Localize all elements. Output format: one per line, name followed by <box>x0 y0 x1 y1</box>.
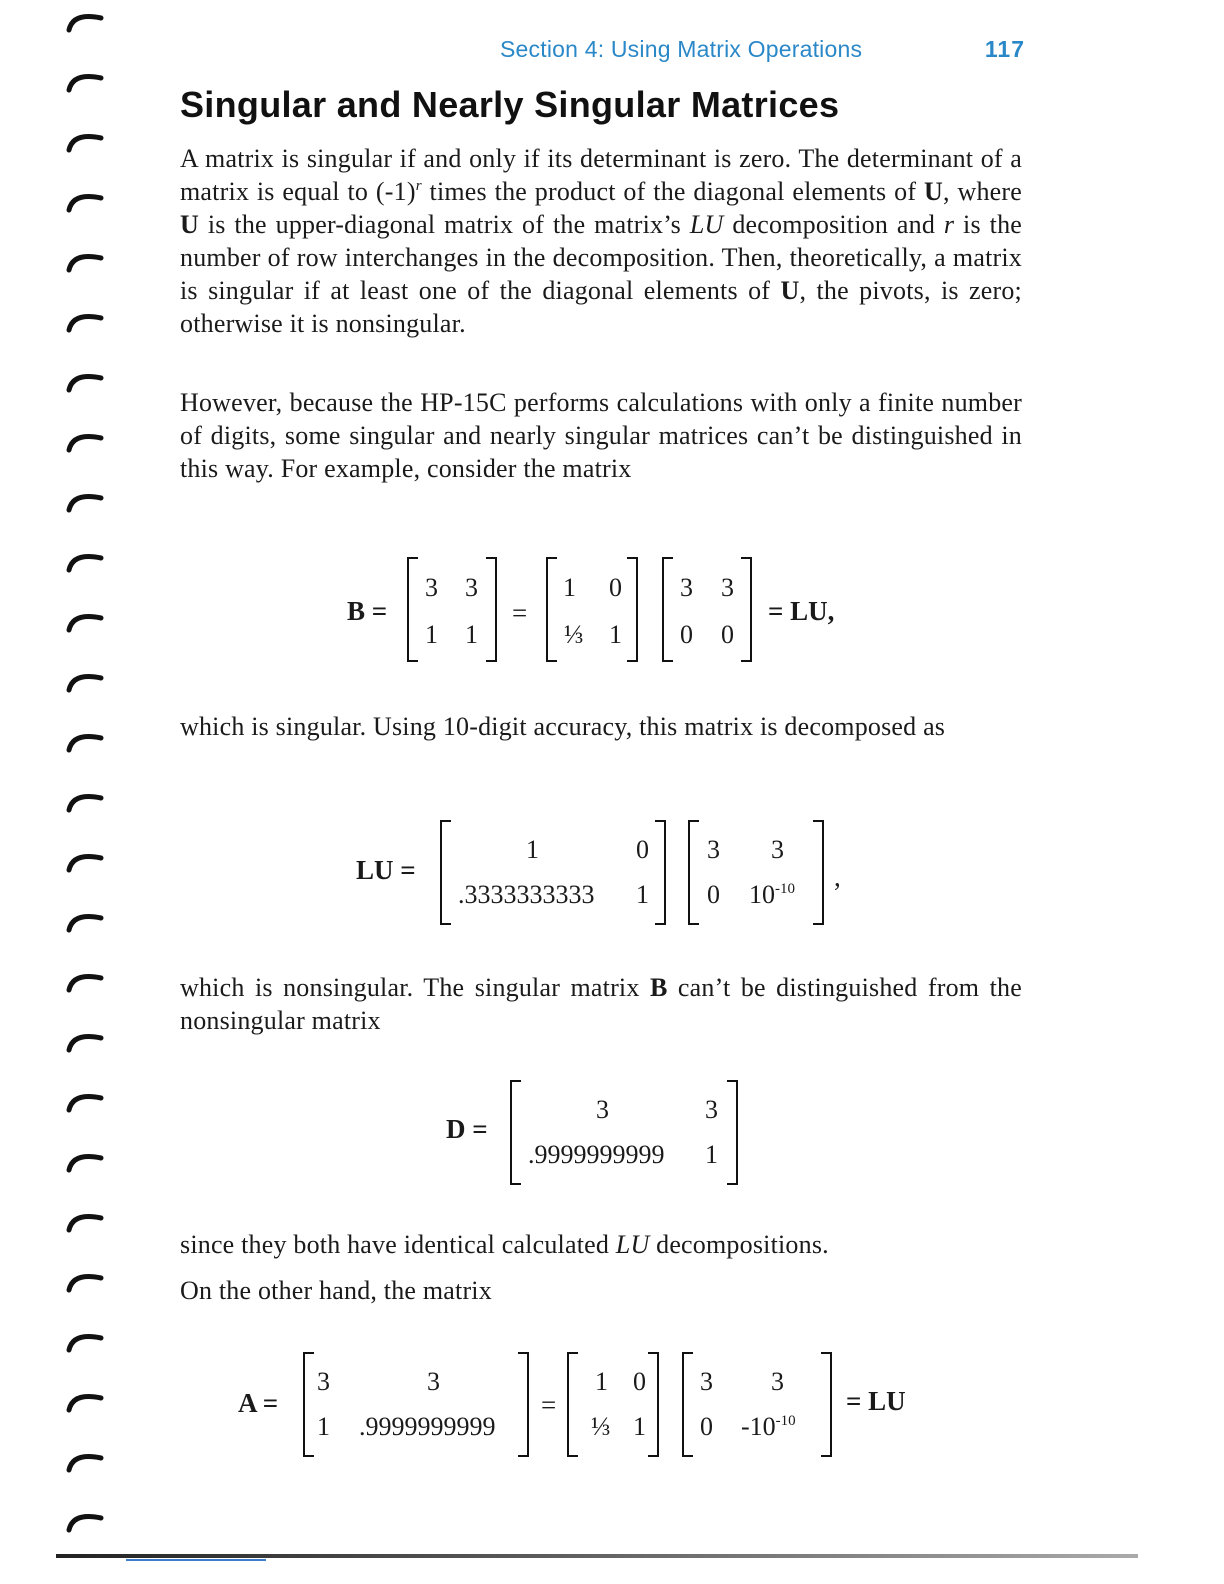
matrix-cell: 1 <box>705 1140 718 1169</box>
matrix-cell: ⅓ <box>564 620 584 649</box>
matrix-cell: 3 <box>700 1367 713 1396</box>
matrix-cell: 0 <box>633 1367 646 1396</box>
matrix-a <box>303 1352 529 1457</box>
spiral-binding <box>55 0 115 1540</box>
matrix-label-a: A = <box>238 1388 279 1418</box>
page-number: 117 <box>984 36 1025 62</box>
matrix-l <box>567 1352 659 1457</box>
section-title: Section 4: Using Matrix Operations <box>500 36 863 62</box>
paragraph-decomposed: which is singular. Using 10-digit accuracy, this matrix is decomposed as <box>180 712 946 741</box>
matrix-label-lu: LU = <box>356 855 416 885</box>
matrix-cell: 1 <box>595 1367 608 1396</box>
matrix-cell: 3 <box>771 835 784 864</box>
matrix-u <box>682 1352 832 1457</box>
matrix-cell: 3 <box>596 1095 609 1124</box>
matrix-cell: 3 <box>427 1367 440 1396</box>
matrix-cell: 1 <box>633 1412 646 1441</box>
matrix-cell: 1 <box>465 620 478 649</box>
matrix-cell: 1 <box>425 620 438 649</box>
matrix-cell: 1 <box>563 573 576 602</box>
running-header <box>500 36 1025 70</box>
paragraph-finite-digits: However, because the HP-15C performs calculations with only a finite number of digits, some singular and nearly singular matrices can’t be distinguished in this way. For example, consider the matrix <box>180 388 1022 483</box>
matrix-cell: 3 <box>465 573 478 602</box>
equals-sign: = <box>512 598 528 628</box>
matrix-u-computed <box>688 820 824 925</box>
matrix-cell: 1 <box>609 620 622 649</box>
equals-lu: = LU <box>846 1386 906 1416</box>
matrix-b <box>407 557 497 662</box>
matrix-u <box>662 557 752 662</box>
matrix-cell: 3 <box>680 573 693 602</box>
matrix-cell: 3 <box>707 835 720 864</box>
matrix-cell: 3 <box>317 1367 330 1396</box>
paragraph-other-hand: On the other hand, the matrix <box>180 1276 492 1305</box>
paragraph-nonsingular: which is nonsingular. The singular matrix B can’t be distinguished from the nonsingular matrix <box>180 973 1022 1035</box>
matrix-cell: 0 <box>700 1412 713 1441</box>
matrix-cell: 0 <box>680 620 693 649</box>
matrix-cell: 0 <box>721 620 734 649</box>
matrix-cell: .3333333333 <box>458 880 595 909</box>
footer-rule <box>56 1554 1138 1558</box>
equals-sign: = <box>541 1390 557 1420</box>
matrix-cell: $-10^{-10}$ <box>741 1412 796 1441</box>
matrix-cell: 0 <box>636 835 649 864</box>
matrix-cell: 3 <box>425 573 438 602</box>
matrix-cell: 3 <box>721 573 734 602</box>
paragraph-determinant: A matrix is singular if and only if its determinant is zero. The determinant of a matrix is equal to $(-1)^r$ times the product of the diagonal elements of U, where U is the upper-diagonal matrix of the matrix’s LU decomposition and r is the number of row interchanges in the decomposition. Then, theoretically, a matrix is singular if at least one of the diagonal elements of U, the pivots, is zero; otherwise it is nonsingular. <box>180 144 1023 338</box>
matrix-cell: 3 <box>705 1095 718 1124</box>
paragraph-identical: since they both have identical calculated LU decompositions. <box>180 1230 829 1259</box>
matrix-d <box>510 1080 738 1185</box>
equals-lu: = LU, <box>768 596 835 626</box>
matrix-cell: 1 <box>636 880 649 909</box>
matrix-cell: 0 <box>609 573 622 602</box>
matrix-cell: .9999999999 <box>528 1140 665 1169</box>
matrix-cell: .9999999999 <box>359 1412 496 1441</box>
footer-accent-rule <box>126 1559 266 1561</box>
page-title: Singular and Nearly Singular Matrices <box>180 84 840 125</box>
matrix-label-d: D = <box>446 1114 488 1144</box>
matrix-cell: ⅓ <box>591 1412 611 1441</box>
matrix-label-b: B = <box>347 596 388 626</box>
matrix-l <box>546 557 638 662</box>
matrix-cell: 1 <box>526 835 539 864</box>
matrix-cell: 0 <box>707 880 720 909</box>
matrix-cell: 3 <box>771 1367 784 1396</box>
matrix-l-computed <box>440 820 666 925</box>
matrix-cell: $10^{-10}$ <box>749 880 795 909</box>
comma: , <box>834 862 841 892</box>
matrix-cell: 1 <box>317 1412 330 1441</box>
